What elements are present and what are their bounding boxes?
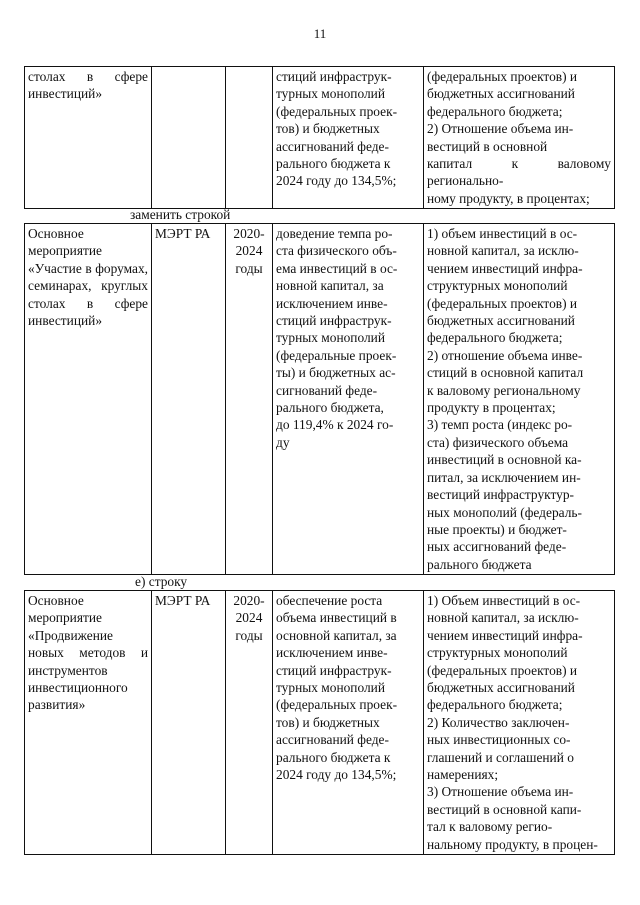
text-line: питал, за исключением ин- bbox=[427, 469, 581, 485]
text-line: 2024 году до 134,5%; bbox=[276, 173, 397, 189]
text-line: доведение темпа ро- bbox=[276, 226, 393, 241]
text-line: стиций инфраструк- bbox=[276, 662, 392, 678]
text-line: стиций в основной капитал bbox=[427, 365, 584, 381]
cell-period: 2020-2024 годы bbox=[226, 224, 273, 575]
text-line: 2024 году до 134,5%; bbox=[276, 767, 397, 783]
cell-event-name: столах в сфере инвестиций» bbox=[25, 67, 152, 209]
text-line: чением инвестиций инфра- bbox=[427, 260, 583, 276]
table-row bbox=[25, 67, 615, 209]
text-line: вестиций в основной bbox=[427, 138, 548, 154]
text-line: 1) Объем инвестиций в ос- bbox=[427, 593, 581, 608]
text-line: структурных монополий bbox=[427, 645, 568, 661]
text-line: нальному продукту, в процен- bbox=[427, 836, 598, 852]
cell-indicators bbox=[424, 591, 615, 855]
page-number: 11 bbox=[313, 26, 327, 41]
text-line: федерального бюджета; bbox=[427, 697, 563, 713]
text-line: бюджетных ассигнований bbox=[427, 86, 575, 102]
text-line: новной капитал, за исклю- bbox=[427, 243, 579, 259]
text-line: (федеральных проек- bbox=[276, 697, 398, 713]
text-line: новной капитал, за исклю- bbox=[427, 610, 579, 626]
text-line: рального бюджета, bbox=[276, 400, 384, 416]
text-line: федерального бюджета; bbox=[427, 330, 563, 346]
caption-row-e: е) строку bbox=[135, 574, 188, 589]
text-line: ных монополий (федераль- bbox=[427, 504, 582, 520]
text-line: тал к валовому регио- bbox=[427, 819, 553, 835]
text-line: ема инвестиций в ос- bbox=[276, 260, 398, 276]
text-line: 3) темп роста (индекс ро- bbox=[427, 417, 573, 433]
text-line: исключением инве- bbox=[276, 295, 388, 311]
text-line: основной капитал, за bbox=[276, 627, 397, 643]
text-line: инвестиций в основной ка- bbox=[427, 452, 582, 468]
cell-event-name: Основное мероприятие «Продвижение новых методов и инструментов инвестиционного развития» bbox=[25, 591, 152, 855]
cell-expected-result bbox=[273, 591, 424, 855]
text-line: ста физического объ- bbox=[276, 243, 397, 259]
cell-period bbox=[226, 67, 273, 209]
text-line: продукту в процентах; bbox=[427, 400, 556, 416]
text-line: намерениях; bbox=[427, 767, 499, 783]
cell-executor: МЭРТ РА bbox=[152, 591, 226, 855]
text-line: 2) Отношение объема ин- bbox=[427, 121, 574, 137]
text-line: ассигнований феде- bbox=[276, 138, 389, 154]
text-line: структурных монополий bbox=[427, 278, 568, 294]
caption-replace-row: заменить строкой bbox=[130, 207, 231, 222]
cell-executor: МЭРТ РА bbox=[152, 224, 226, 575]
text-line: рального бюджета bbox=[427, 556, 532, 572]
text-line: (федеральные проек- bbox=[276, 347, 397, 363]
text-line: (федеральных проектов) и bbox=[427, 69, 578, 84]
text-line: новной капитал, за bbox=[276, 278, 384, 294]
text-line: капитал к валовому регионально- bbox=[427, 156, 611, 189]
text-line: турных монополий bbox=[276, 680, 386, 696]
cell-event-name: Основное мероприятие «Участие в форумах, семинарах, круглых столах в сфере инвестиций» bbox=[25, 224, 152, 575]
cell-executor bbox=[152, 67, 226, 209]
text-line: (федеральных проектов) и bbox=[427, 295, 578, 311]
text-line: (федеральных проек- bbox=[276, 103, 398, 119]
text-line: объема инвестиций в bbox=[276, 610, 397, 626]
cell-indicators bbox=[424, 67, 615, 209]
text-line: ста) физического объема bbox=[427, 434, 569, 450]
text-line: стиций инфраструк- bbox=[276, 69, 392, 84]
text-line: (федеральных проектов) и bbox=[427, 662, 578, 678]
cell-indicators bbox=[424, 224, 615, 575]
cell-period: 2020-2024 годы bbox=[226, 591, 273, 855]
table-row bbox=[25, 591, 615, 855]
text-line: турных монополий bbox=[276, 330, 386, 346]
text-line: вестиций в основной капи- bbox=[427, 801, 582, 817]
text-line: рального бюджета к bbox=[276, 749, 391, 765]
text-line: бюджетных ассигнований bbox=[427, 680, 575, 696]
text-line: тов) и бюджетных bbox=[276, 121, 380, 137]
text-line: ные проекты) и бюджет- bbox=[427, 521, 567, 537]
text-line: тов) и бюджетных bbox=[276, 714, 380, 730]
text-line: ассигнований феде- bbox=[276, 732, 389, 748]
text-line: турных монополий bbox=[276, 86, 386, 102]
text-line: сигнований феде- bbox=[276, 382, 378, 398]
text-line: 2) отношение объема инве- bbox=[427, 347, 583, 363]
text-line: ных инвестиционных со- bbox=[427, 732, 571, 748]
table-row bbox=[25, 224, 615, 575]
text-line: 1) объем инвестиций в ос- bbox=[427, 226, 578, 241]
table-replacement-row bbox=[24, 223, 615, 575]
text-line: вестиций инфраструктур- bbox=[427, 487, 575, 503]
text-line: к валовому региональному bbox=[427, 382, 581, 398]
text-line: глашений и соглашений о bbox=[427, 749, 574, 765]
text-line: 2) Количество заключен- bbox=[427, 714, 570, 730]
text-line: ты) и бюджетных ас- bbox=[276, 365, 396, 381]
text-line: рального бюджета к bbox=[276, 156, 391, 172]
text-line: обеспечение роста bbox=[276, 593, 383, 608]
text-line: федерального бюджета; bbox=[427, 103, 563, 119]
text-line: исключением инве- bbox=[276, 645, 388, 661]
text-line: бюджетных ассигнований bbox=[427, 313, 575, 329]
cell-expected-result bbox=[273, 224, 424, 575]
text-line: чением инвестиций инфра- bbox=[427, 627, 583, 643]
cell-expected-result bbox=[273, 67, 424, 209]
text-line: стиций инфраструк- bbox=[276, 313, 392, 329]
text-line: 3) Отношение объема ин- bbox=[427, 784, 574, 800]
text-line: ному продукту, в процентах; bbox=[427, 190, 590, 206]
table-continuation bbox=[24, 66, 615, 209]
text-line: до 119,4% к 2024 го- bbox=[276, 417, 394, 433]
text-line: ных ассигнований феде- bbox=[427, 539, 567, 555]
table-target-row bbox=[24, 590, 615, 855]
text-line: ду bbox=[276, 434, 290, 450]
